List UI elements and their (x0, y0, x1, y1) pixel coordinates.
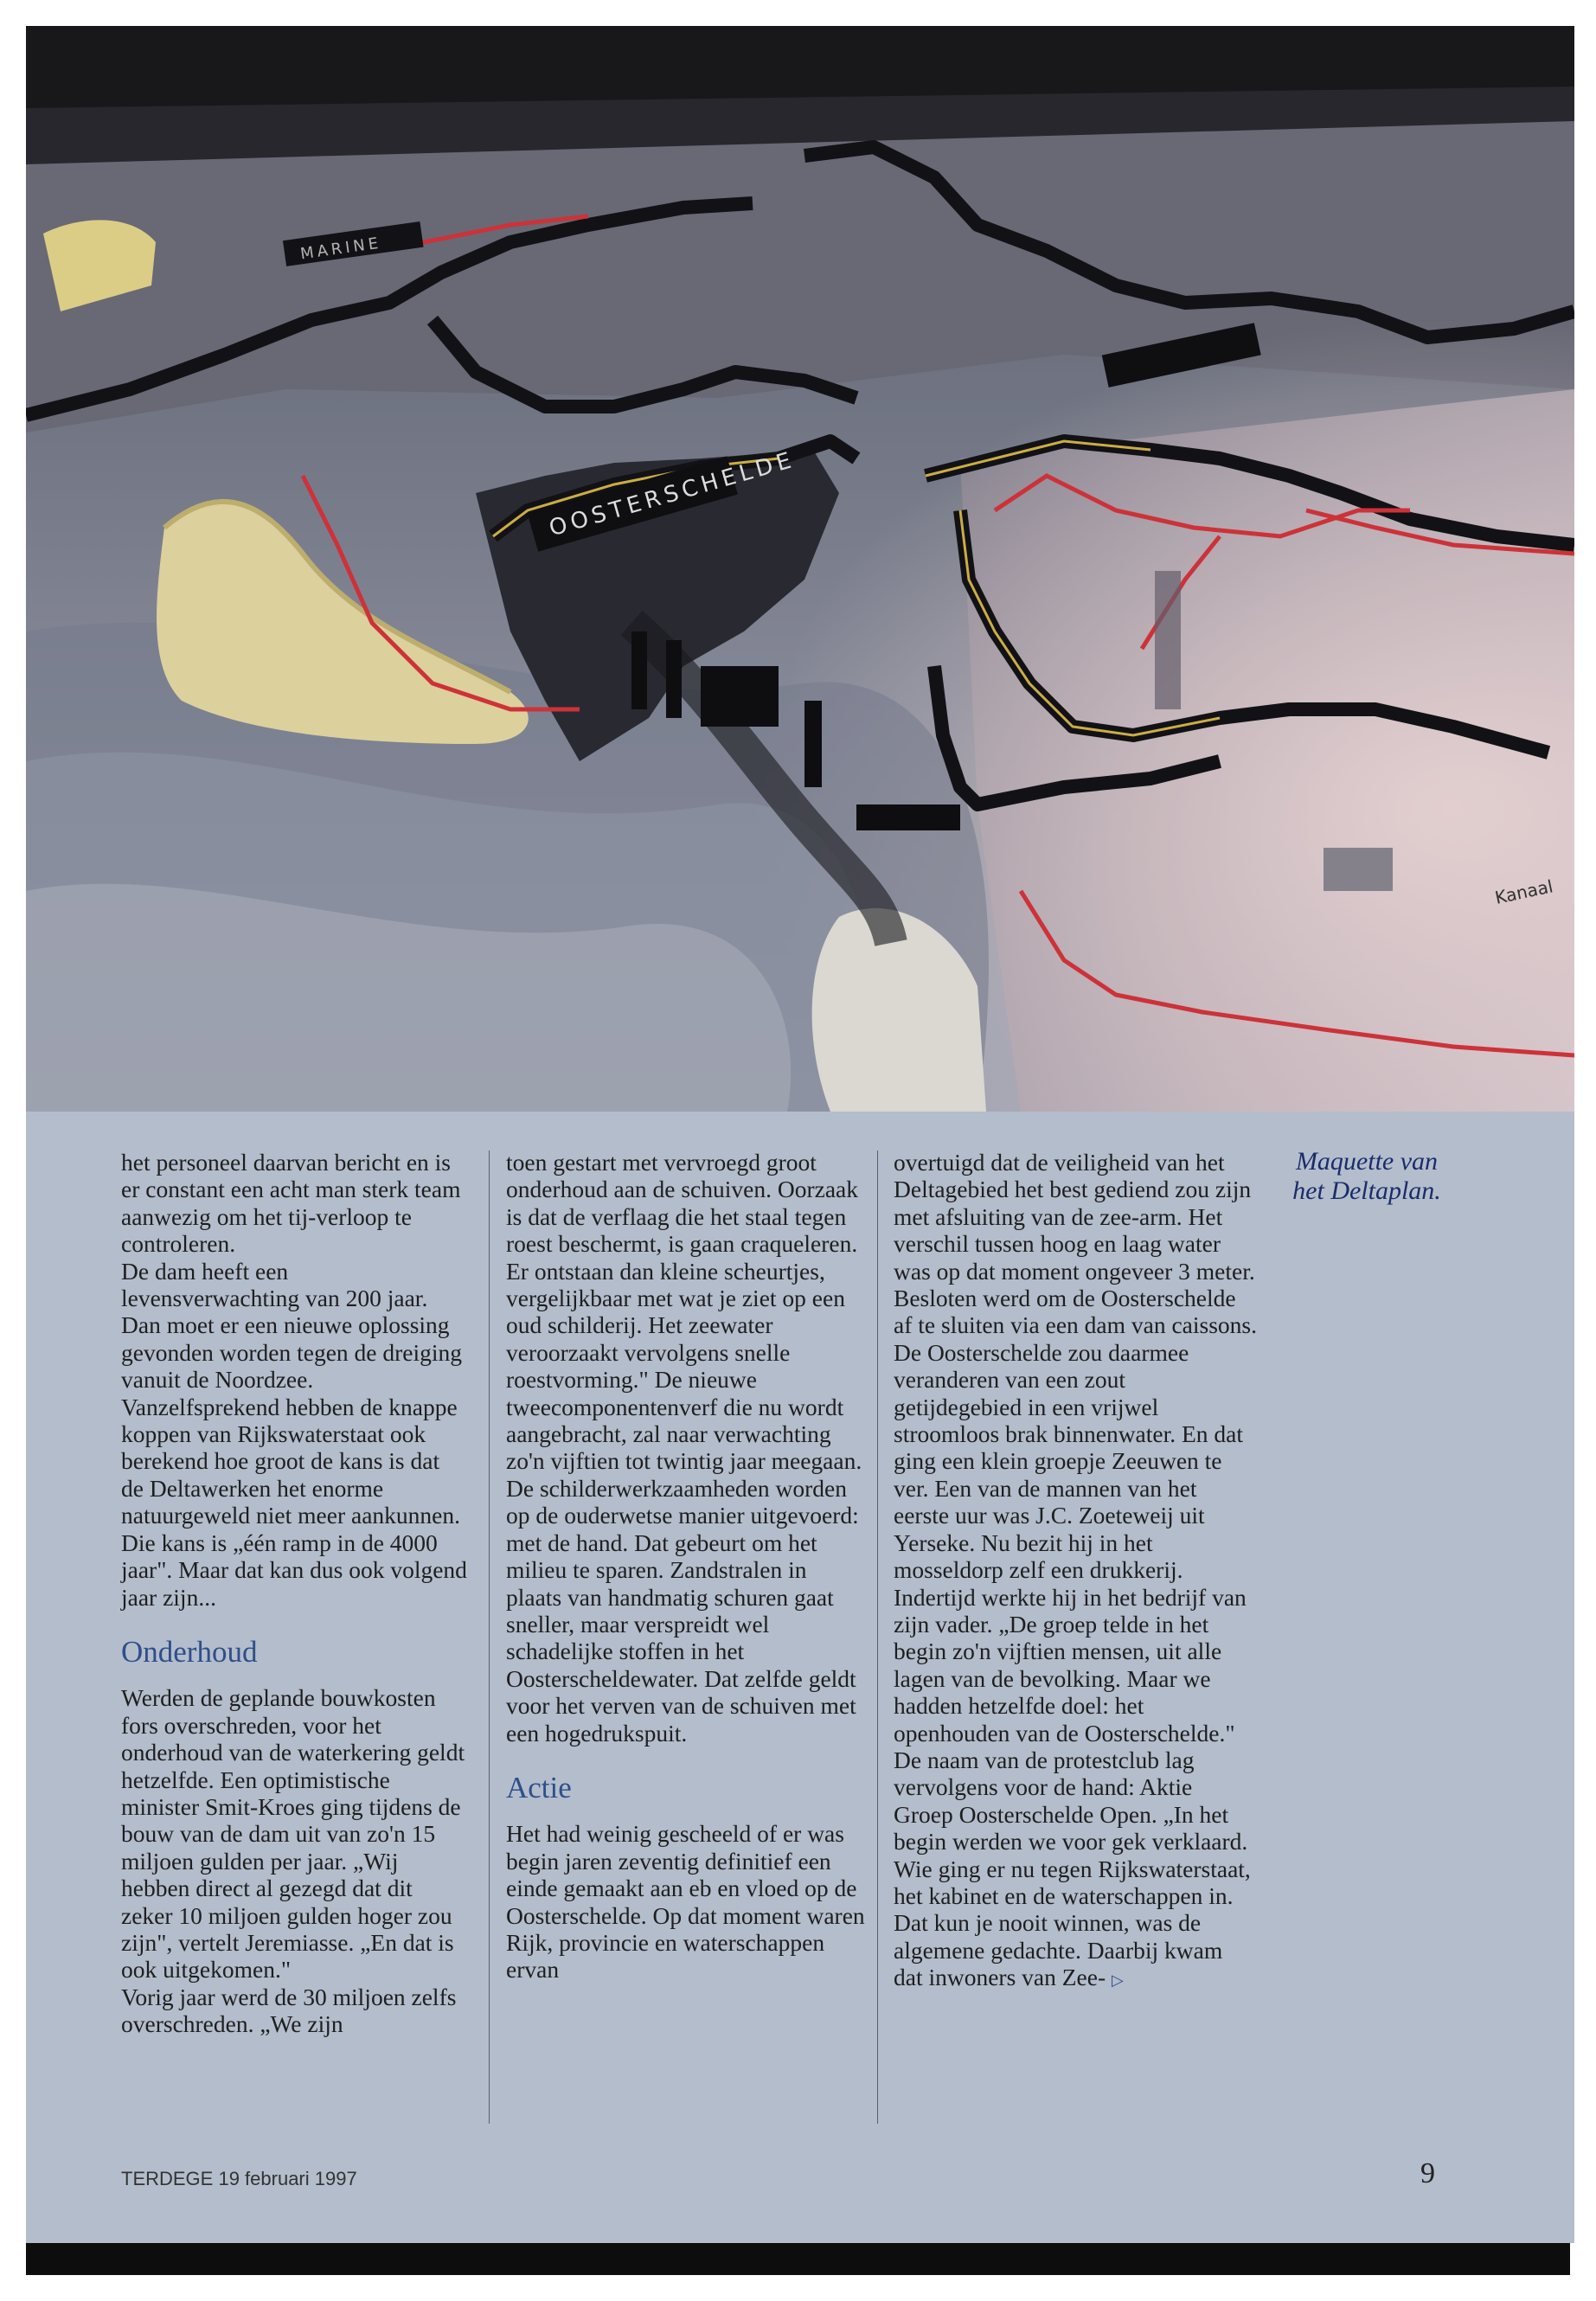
paragraph: Werden de geplande bouwkosten fors overschreden, voor het onderhoud van de waterkering geldt hetzelfde. Een optimistische minister Smit-Kroes ging tijdens de bouw van de dam uit van zo'n 15 miljoen gulden per jaar. „Wij hebben direct al gezegd dat dit zeker 10 miljoen gulden hoger zou zijn", vertelt Jeremiasse. „En dat is ook uitgekomen." (121, 1684, 465, 1984)
column-rule (877, 1150, 878, 2124)
paragraph: het personeel daarvan bericht en is er constant een acht man sterk team aanwezig om het tij-verloop te controleren. (121, 1149, 461, 1258)
paragraph-text: overtuigd dat de veiligheid van het Deltagebied het best gediend zou zijn met afsluiting van de zee-arm. Het verschil tussen hoog en laag water was op dat moment ongeveer 3 meter. Besloten werd om de Oosterschelde af te sluiten via een dam van caissons. De Oosterschelde zou daarmee veranderen van een zout getijdegebied in een vrijwel stroomloos brak binnenwater. En dat ging een klein groepje Zeeuwen te ver. Een van de mannen van het eerste uur was J.C. Zoeteweij uit Yerseke. Nu bezit hij in het mosseldorp zelf een drukkerij. Indertijd werkte hij in het bedrijf van zijn vader. „De groep telde in het begin zo'n vijftien mensen, uit alle lagen van de bevolking. Maar we hadden hetzelfde doel: het openhouden van de Oosterschelde." De naam van de protestclub lag vervolgens voor de hand: Aktie Groep Oosterschelde Open. „In het begin werden we voor gek verklaard. Wie ging er nu tegen Rijkswaterstaat, het kabinet en de waterschappen in. Dat kun je nooit winnen, was de algemene gedachte. Daarbij kwam dat inwoners van Zee- (894, 1149, 1258, 1991)
oosterschelde-label: OOSTERSCHELDE (546, 446, 798, 542)
continue-arrow-icon: ▷ (1112, 1971, 1124, 1990)
column-rule (489, 1150, 490, 2124)
caption-line: Maquette van (1295, 1147, 1439, 1176)
photo-caption (1237, 1147, 1497, 1206)
paragraph: Het had weinig gescheeld of er was begin jaren zeventig definitief een einde gemaakt aan eb en vloed op de Oosterschelde. Op dat moment waren Rijk, provincie en waterschappen ervan (506, 1820, 865, 1984)
page-number: 9 (1420, 2157, 1435, 2189)
marine-label: MARINE (298, 234, 383, 264)
kanaal-label: Kanaal (1493, 875, 1555, 908)
paragraph: toen gestart met vervroegd groot onderhoud aan de schuiven. Oorzaak is dat de verflaag die het staal tegen roest beschermt, is gaan craqueleren. Er ontstaan dan kleine scheurtjes, vergelijkbaar met wat je ziet op een oud schilderij. Het zeewater veroorzaakt vervolgens snelle roestvorming." De nieuwe tweecomponentenverf die nu wordt aangebracht, zal naar verwachting zo'n vijftien tot twintig jaar meegaan. (506, 1149, 862, 1475)
caption-line: het Deltaplan. (1292, 1176, 1441, 1205)
delta-maquette-photo (26, 26, 1574, 1112)
publication-footer: TERDEGE 19 februari 1997 (121, 2168, 357, 2189)
section-heading-onderhoud: Onderhoud (121, 1634, 258, 1669)
paragraph: De schilderwerkzaamheden worden op de ouderwetse manier uitgevoerd: met de hand. Dat gebeurt om het milieu te sparen. Zandstralen in plaats van handmatig schuren gaat sneller, maar verspreidt wel schadelijke stoffen in het Oosterscheldewater. Dat zelfde geldt voor het verven van de schuiven met een hogedrukspuit. (506, 1474, 859, 1747)
section-heading-actie: Actie (506, 1770, 572, 1804)
article-column-2 (506, 1149, 865, 1984)
paragraph: De dam heeft een levensverwachting van 200 jaar. Dan moet er een nieuwe oplossing gevonden worden tegen de dreiging vanuit de Noordzee. Vanzelfsprekend hebben de knappe koppen van Rijkswaterstaat ook berekend hoe groot de kans is dat de Deltawerken het enorme natuurgeweld niet meer aankunnen. Die kans is „één ramp in de 4000 jaar". Maar dat kan dus ook volgend jaar zijn... (121, 1257, 467, 1611)
article-column-3 (894, 1149, 1257, 1995)
paragraph: Vorig jaar werd de 30 miljoen zelfs overschreden. „We zijn (121, 1983, 457, 2038)
paragraph (894, 1149, 1257, 1995)
article-column-1 (121, 1149, 467, 2038)
